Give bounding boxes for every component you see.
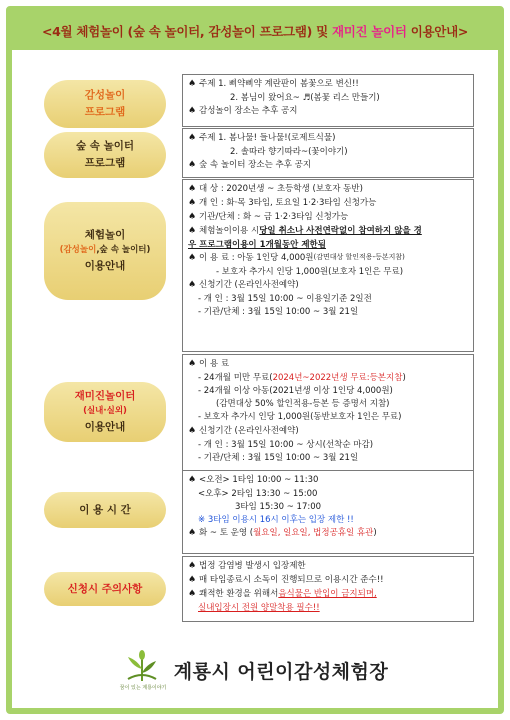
label-experience-line3: 이용안내	[84, 259, 126, 272]
list-item: ♠ 감성놀이 장소는 추후 공지	[188, 105, 468, 119]
list-item: ※ 3타임 이용시 16시 이후는 입장 제한 !!	[198, 515, 354, 526]
spade-icon: ♠	[188, 184, 197, 194]
list-item: (감면대상 50% 할인적용-등본 등 증명서 지참)	[216, 399, 390, 410]
title-highlight: 재미진 놀이터	[331, 24, 407, 39]
list-item: ♠ 개 인 : 화·목 3타임, 토요일 1·2·3타임 신청가능	[188, 197, 468, 211]
page-title	[42, 22, 468, 40]
list-item: - 개 인 : 3월 15일 10:00 ~ 상시(선착순 마감)	[198, 439, 374, 450]
title-prefix: <4월	[41, 24, 77, 39]
list-item: ♠ 이 용 료	[188, 358, 468, 372]
label-experience-line1: 체험놀이	[84, 229, 126, 242]
list-item: - 보호자 추가시 인당 1,000원(보호자 1인은 무료)	[216, 266, 404, 277]
label-gamseong-program	[44, 80, 166, 128]
list-item: ♠ <오전> 1타임 10:00 ~ 11:30	[188, 474, 468, 488]
spade-icon: ♠	[188, 252, 197, 263]
org-name: 계룡시 어린이감성체험장	[173, 660, 389, 683]
spade-icon: ♠	[188, 561, 197, 571]
label-fun-line2: (실내·실외)	[83, 406, 127, 417]
list-item: ♠ 매 타임종료시 소독이 진행되므로 이용시간 준수!!	[188, 574, 468, 588]
spade-icon: ♠	[188, 79, 197, 89]
list-item: 3타임 15:30 ~ 17:00	[235, 502, 322, 513]
label-hours: 이 용 시 간	[44, 492, 166, 528]
spade-icon: ♠	[188, 475, 197, 485]
list-item: ♠ 화 ~ 토 운영 ( 월요일, 일요일, 법정공휴일 휴관 )	[188, 527, 468, 541]
logo-subtitle: 꿈이 있는 계룡이야기	[119, 685, 167, 691]
list-item: ♠ 신청기간 (온라인사전예약)	[188, 425, 468, 439]
spade-icon: ♠	[188, 197, 197, 208]
spade-icon: ♠	[188, 280, 197, 291]
box-experience-info	[182, 179, 474, 352]
list-item: - 24개월 미만 무료( 2024년~2022년생 무료:등본지참 )	[198, 372, 406, 383]
label-fun-line1: 재미진놀이터	[74, 390, 136, 403]
label-fun-line3: 이용안내	[84, 420, 126, 433]
label-gamseong-line1: 감성놀이	[84, 89, 126, 102]
list-item: - 기관/단체 : 3월 15일 10:00 ~ 3월 21일	[198, 452, 359, 463]
list-item: ♠ 체험놀이이용 시 당일 취소나 사전연락없이 참여하지 않을 경	[188, 225, 468, 239]
box-hours	[182, 470, 474, 554]
label-caution: 신청시 주의사항	[44, 572, 166, 606]
spade-icon: ♠	[188, 225, 197, 236]
list-item: - 보호자 추가시 인당 1,000원(동반보호자 1인은 무료)	[198, 412, 402, 423]
list-item: 우 프로그램이용이 1개월동안 제한됨	[188, 239, 326, 250]
list-item: ♠ 숲 속 놀이터 장소는 추후 공지	[188, 159, 468, 173]
spade-icon: ♠	[188, 106, 197, 117]
list-item: ♠ 주제 1. 삐약삐약 계란판이 봄꽃으로 변신!!	[188, 78, 468, 92]
spade-icon: ♠	[188, 133, 197, 143]
label-forest-program	[44, 132, 166, 178]
list-item: ♠ 주제 1. 봄나물! 들나물!(로제트식물)	[188, 132, 468, 146]
label-experience-info	[44, 202, 166, 300]
spade-icon: ♠	[188, 588, 197, 599]
box-fun-playground-info	[182, 354, 474, 474]
list-item: 2. 솔따라 향기따라~(꽃이야기)	[230, 146, 348, 157]
title-suffix: 이용안내>	[406, 24, 469, 39]
list-item: ♠ 기관/단체 : 화 ~ 금 1·2·3타임 신청가능	[188, 211, 468, 225]
list-item: - 기관/단체 : 3월 15일 10:00 ~ 3월 21일	[198, 307, 359, 318]
list-item: ♠ 대 상 : 2020년생 ~ 초등학생 (보호자 동반)	[188, 183, 468, 197]
list-item: - 개 인 : 3월 15일 10:00 ~ 이용일기준 2일전	[198, 293, 372, 304]
spade-icon: ♠	[188, 574, 197, 585]
list-item: ♠ 법정 감염병 발생시 입장제한	[188, 560, 468, 574]
list-item: ♠ 신청기간 (온라인사전예약)	[188, 279, 468, 293]
list-item: ♠ 이 용 료 : 아동 1인당 4,000원 (감면대상 할인적용-등본지참)	[188, 252, 468, 266]
label-gamseong-line2: 프로그램	[84, 106, 126, 118]
list-item: - 24개월 이상 아동(2021년생 이상 1인당 4,000원)	[198, 386, 393, 397]
box-gamseong-program	[182, 74, 474, 127]
sprout-logo-icon	[119, 649, 167, 691]
title-main: 체험놀이 (숲 속 놀이터, 감성놀이 프로그램) 및	[76, 24, 332, 39]
list-item: 2. 봄님이 왔어요~ ♬(봄꽃 리스 만들기)	[230, 92, 380, 103]
spade-icon: ♠	[188, 160, 197, 171]
spade-icon: ♠	[188, 359, 197, 369]
label-forest-line2: 프로그램	[84, 157, 126, 169]
list-item: 실내입장시 전원 양말착용 필수!!	[198, 602, 320, 613]
spade-icon: ♠	[188, 211, 197, 222]
spade-icon: ♠	[188, 528, 197, 539]
box-forest-program	[182, 128, 474, 178]
label-fun-playground-info	[44, 382, 166, 442]
list-item: ♠ 쾌적한 환경을 위해서 음식물은 반입이 금지되며,	[188, 588, 468, 602]
spade-icon: ♠	[188, 425, 197, 436]
poster-frame	[6, 6, 504, 714]
box-caution	[182, 556, 474, 622]
list-item: <오후> 2타임 13:30 ~ 15:00	[198, 488, 318, 499]
label-experience-line2: (감성놀이,숲 속 놀이터)	[59, 245, 151, 256]
header-banner	[12, 12, 498, 50]
label-forest-line1: 숲 속 놀이터	[75, 140, 135, 153]
footer-logo	[12, 640, 498, 700]
